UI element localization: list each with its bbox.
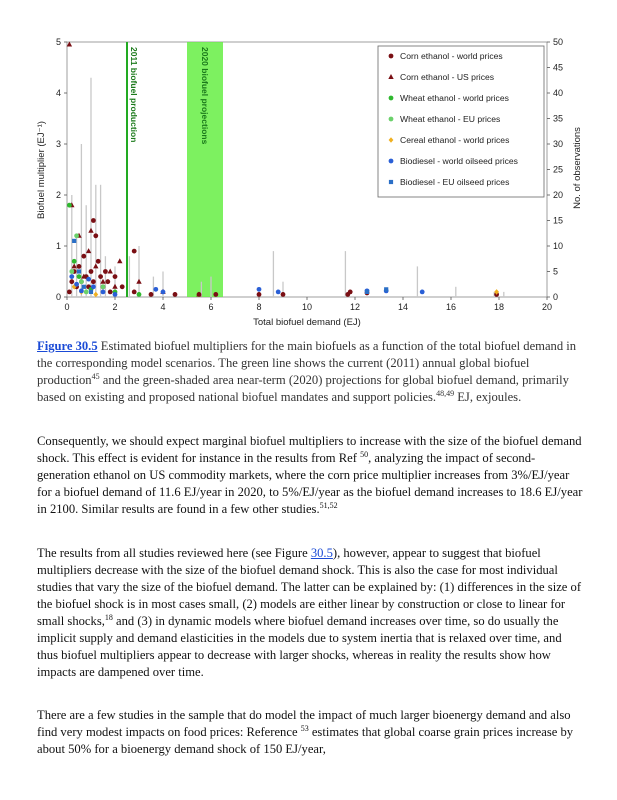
data-point xyxy=(276,290,281,295)
p3-text-b: estimates that global coarse grain prices increase by about 50% for a bioenergy demand shock of 150 EJ/year, xyxy=(37,725,574,756)
data-point xyxy=(69,279,74,284)
x-tick-label: 16 xyxy=(445,302,457,312)
x-tick-label: 12 xyxy=(349,302,361,312)
data-point xyxy=(149,292,154,297)
x-tick-label: 2 xyxy=(112,302,118,312)
p3-text-a: There are a few studies in the sample that do model the impact of much larger bioenergy demand and also find very modest impacts on food prices: Reference xyxy=(37,708,571,739)
data-point xyxy=(84,290,89,295)
p3-ref[interactable]: 53 xyxy=(300,723,309,733)
caption-text-2: and the green-shaded area near-term (2020) projections for global biofuel demand, primarily based on existing and proposed national biofuel mandates and support policies. xyxy=(37,373,569,404)
data-point xyxy=(93,233,98,238)
data-point xyxy=(89,269,94,274)
legend-entry: Cereal ethanol - world prices xyxy=(400,135,510,145)
p2-text-a: The results from all studies reviewed here (see Figure xyxy=(37,546,311,560)
legend-entry: Biodiesel - EU oilseed prices xyxy=(400,177,510,187)
legend-entry: Corn ethanol - world prices xyxy=(400,51,503,61)
legend-marker xyxy=(389,180,393,184)
data-point xyxy=(74,282,79,287)
data-point xyxy=(365,290,369,294)
data-point xyxy=(101,284,106,289)
y2-tick-label: 15 xyxy=(553,215,564,226)
caption-text-1: Estimated biofuel multipliers for the main biofuels as a function of the total biofuel demand in the corresponding model scenarios. The green line shows the current (2011) annual global biofuel production xyxy=(37,339,577,387)
p2-text-b: ), however, appear to suggest that biofuel multipliers decrease with the size of the biofuel demand shock. This is also the case for most individual studies that vary the size of the biofuel demand. The latter can be explained by: (1) differences in the size of the biofuel shock is in most cases small, (2) models are either linear by construction or close to linear for small shocks, xyxy=(37,546,582,628)
projection-band-label: 2020 biofuel projections xyxy=(200,47,210,145)
legend-marker xyxy=(389,159,394,164)
legend-entry: Corn ethanol - US prices xyxy=(400,72,495,82)
y-tick-label: 3 xyxy=(55,139,61,149)
data-point xyxy=(89,290,93,294)
y-tick-label: 5 xyxy=(55,37,61,47)
data-point xyxy=(120,284,125,289)
x-tick-label: 6 xyxy=(208,302,214,312)
data-point xyxy=(105,279,110,284)
paragraph-2 xyxy=(37,545,585,681)
legend-entry: Wheat ethanol - EU prices xyxy=(400,114,501,124)
y2-tick-label: 25 xyxy=(553,164,564,175)
paragraph-1 xyxy=(37,433,585,518)
data-point xyxy=(132,249,137,254)
data-point xyxy=(213,292,218,297)
legend-marker xyxy=(389,54,394,59)
caption-text-3: EJ, exjoules. xyxy=(454,390,522,404)
data-point xyxy=(72,239,76,243)
x-tick-label: 14 xyxy=(397,302,409,312)
p1-ref2[interactable]: 51,52 xyxy=(319,500,338,510)
data-point xyxy=(98,274,103,279)
p2-text-c: and (3) in dynamic models where biofuel demand increases over time, so do usually the implicit supply and demand elasticities in the models due to system inertia that is relaxed over time, and thus biofuel multipliers appear to decrease with larger shocks, whereas in reality the results show how impacts are dampened over time. xyxy=(37,614,562,679)
paragraph-3 xyxy=(37,707,585,758)
legend-marker xyxy=(389,96,394,101)
data-point xyxy=(77,274,82,279)
y2-tick-label: 35 xyxy=(553,113,564,124)
x-tick-label: 20 xyxy=(541,302,553,312)
data-point xyxy=(82,285,86,289)
data-point xyxy=(79,288,84,293)
data-point xyxy=(69,269,74,274)
production-line-label: 2011 biofuel production xyxy=(129,47,139,143)
y2-tick-label: 45 xyxy=(553,62,564,73)
data-point xyxy=(257,292,262,297)
data-point xyxy=(108,290,113,295)
y-tick-label: 2 xyxy=(55,190,61,200)
data-point xyxy=(77,269,81,273)
data-point xyxy=(67,203,72,208)
data-point xyxy=(348,290,353,295)
x-tick-label: 0 xyxy=(64,302,70,312)
data-point xyxy=(173,292,178,297)
data-point xyxy=(257,287,262,292)
data-point xyxy=(91,218,96,223)
y-axis-label: Biofuel multiplier (EJ⁻¹) xyxy=(36,121,47,219)
data-point xyxy=(384,287,388,291)
y-tick-label: 1 xyxy=(55,241,61,251)
data-point xyxy=(79,279,84,284)
p1-text-a: Consequently, we should expect marginal biofuel multipliers to increase with the size of the biofuel demand shock. This effect is evident for instance in the results from Ref xyxy=(37,434,582,465)
y-tick-label: 0 xyxy=(55,292,61,302)
data-point xyxy=(137,292,142,297)
y2-tick-label: 40 xyxy=(553,88,564,98)
p1-ref[interactable]: 50 xyxy=(360,449,369,459)
data-point xyxy=(81,254,86,259)
x-tick-label: 8 xyxy=(256,302,262,312)
data-point xyxy=(77,264,82,269)
x-axis-label: Total biofuel demand (EJ) xyxy=(253,317,361,328)
y2-tick-label: 10 xyxy=(553,241,564,251)
data-point xyxy=(281,292,286,297)
data-point xyxy=(72,259,77,264)
data-point xyxy=(86,277,91,282)
data-point xyxy=(91,284,96,289)
figure-caption xyxy=(37,338,585,406)
x-tick-label: 4 xyxy=(160,302,166,312)
legend-marker xyxy=(389,117,394,122)
y2-tick-label: 30 xyxy=(553,139,564,149)
biofuel-multiplier-chart xyxy=(0,0,617,335)
data-point xyxy=(420,290,425,295)
y2-tick-label: 0 xyxy=(553,292,559,302)
y-tick-label: 4 xyxy=(55,88,61,98)
data-point xyxy=(69,274,74,279)
x-tick-label: 10 xyxy=(301,302,313,312)
legend-entry: Biodiesel - world oilseed prices xyxy=(400,156,518,166)
p1-text-b: , analyzing the impact of second-generation ethanol on US commodity markets, where the corn price multiplier increases from 3%/EJ/year for a biofuel demand of 11.6 EJ/year in 2020, to 5%/EJ/year as the biofuel demand increases to 18.6 EJ/year in 2100. Similar results are found in a few other studies. xyxy=(37,451,583,516)
y2-tick-label: 5 xyxy=(553,266,559,277)
y2-tick-label: 50 xyxy=(553,37,564,47)
caption-ref-1[interactable]: 45 xyxy=(91,371,100,381)
legend-entry: Wheat ethanol - world prices xyxy=(400,93,509,103)
data-point xyxy=(101,290,106,295)
data-point xyxy=(161,290,166,295)
data-point xyxy=(113,292,118,297)
x-tick-label: 18 xyxy=(493,302,505,312)
data-point xyxy=(113,274,118,279)
data-point xyxy=(132,290,137,295)
figure-30-5-link[interactable]: 30.5 xyxy=(310,546,333,560)
caption-ref-2[interactable]: 48,49 xyxy=(436,388,455,398)
data-point xyxy=(67,290,72,295)
p2-ref[interactable]: 18 xyxy=(104,612,113,622)
data-point xyxy=(103,269,108,274)
figure-link[interactable]: Figure 30.5 xyxy=(37,339,98,353)
y2-axis-label: No. of observations xyxy=(572,127,583,209)
data-point xyxy=(96,259,101,264)
data-point xyxy=(74,233,79,238)
y2-tick-label: 20 xyxy=(553,190,564,200)
data-point xyxy=(91,279,96,284)
data-point xyxy=(153,287,158,292)
